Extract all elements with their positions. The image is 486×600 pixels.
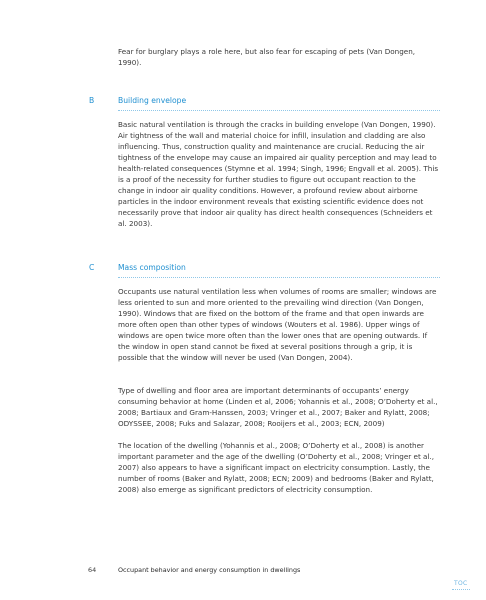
page-number: 64 (88, 566, 97, 574)
section-c-letter: C (89, 263, 95, 272)
section-c-heading: Mass composition (118, 263, 186, 272)
section-c-paragraph-1: Occupants use natural ventilation less when volumes of rooms are smaller; windows are less oriented to sun and more oriented to the prevailing wind direction (Van Dongen, 1990). Windows that are fixed on the bottom of the frame and that open inwards are more often open than other types of windows (Wouters et al. 1986). Upper wings of windows are open twice more often than the lower ones that are opening outwards. If the window in open stand cannot be fixed at several positions through a grip, it is possible that the window will never be used (Van Dongen, 2004). (118, 287, 437, 362)
toc-underline (452, 589, 470, 590)
section-b-divider (118, 110, 440, 111)
section-c-paragraph-2: Type of dwelling and floor area are important determinants of occupants’ energy consuming behavior at home (Linden et al, 2006; Yohannis et al., 2008; O’Doherty et al., 2008; Bartiaux and Gram-Hanssen, 2003; Vringer et al., 2007; Baker and Rylatt, 2008; ODYSSEE, 2008; Fuks and Salazar, 2008; Rooijers et al., 2003; ECN, 2009) (118, 386, 438, 428)
section-c-divider (118, 277, 440, 278)
section-b-letter: B (89, 96, 95, 105)
toc-link[interactable]: TOC (454, 580, 468, 587)
section-b-heading: Building envelope (118, 96, 187, 105)
running-title: Occupant behavior and energy consumption in dwellings (118, 566, 301, 574)
section-c-paragraph-3: The location of the dwelling (Yohannis et al., 2008; O’Doherty et al., 2008) is another important parameter and the age of the dwelling (O’Doherty et al., 2008; Vringer et al., 2007) also appears to have a significant impact on electricity consumption. Lastly, the number of rooms (Baker and Rylatt, 2008; ECN; 2009) and bedrooms (Baker and Rylatt, 2008) also emerge as significant predictors of electricity consumption. (118, 441, 435, 494)
section-b-paragraph: Basic natural ventilation is through the cracks in building envelope (Van Dongen, 1990). Air tightness of the wall and material choice for infill, insulation and cladding are also influencing. Thus, construction quality and maintenance are crucial. Reducing the air tightness of the envelope may cause an impaired air quality perception and may lead to health-related consequences (Stymne et al. 1994; Singh, 1996; Engvall et al. 2005). This is a proof of the necessity for further studies to figure out occupant reaction to the change in indoor air quality conditions. However, a profound review about airborne particles in the indoor environment reveals that existing scientific evidence does not necessarily prove that indoor air quality has direct health consequences (Schneiders et al. 2003). (118, 120, 439, 228)
intro-paragraph: Fear for burglary plays a role here, but also fear for escaping of pets (Van Dongen, 1990). (118, 47, 416, 67)
